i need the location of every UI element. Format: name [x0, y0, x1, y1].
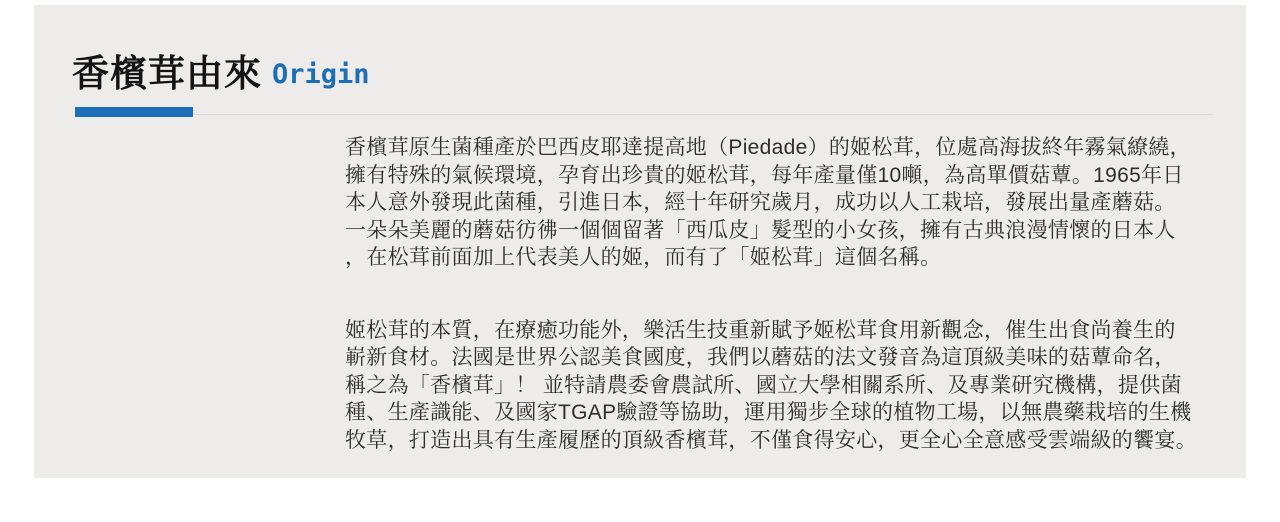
paragraph-line: 牧草，打造出具有生產履歷的頂級香檳茸，不僅食得安心，更全心全意感受雲端級的饗宴。 — [345, 428, 1197, 452]
paragraph-line: 種、生產識能、及國家TGAP驗證等協助，運用獨步全球的植物工場，以無農藥栽培的生機 — [345, 401, 1192, 424]
accent-underline-bar — [75, 107, 193, 117]
origin-paragraph-1 — [345, 134, 1230, 272]
section-title-zh: 香檳茸由來 — [72, 53, 262, 94]
section-title-en: Origin — [272, 59, 370, 90]
paragraph-line: 本人意外發現此菌種，引進日本，經十年研究歲月，成功以人工栽培，發展出量產蘑菇。 — [345, 191, 1176, 214]
paragraph-line: ，在松茸前面加上代表美人的姬，而有了「姬松茸」這個名稱。 — [345, 246, 942, 269]
paragraph-line: 擁有特殊的氣候環境，孕育出珍貴的姬松茸，每年產量僅10噸，為高單價菇蕈。1965年日 — [345, 163, 1184, 187]
origin-paragraph-2 — [345, 317, 1230, 455]
heading-divider — [75, 107, 1213, 118]
paragraph-line: 香檳茸原生菌種產於巴西皮耶達提高地（Piedade）的姬松茸，位處高海拔終年霧氣繚繞， — [345, 136, 1191, 159]
paragraph-line: 嶄新食材。法國是世界公認美食國度，我們以蘑菇的法文發音為這頂級美味的菇蕈命名， — [345, 346, 1176, 369]
paragraph-line: 一朵朵美麗的蘑菇彷彿一個個留著「西瓜皮」髮型的小女孩，擁有古典浪漫情懷的日本人 — [345, 218, 1176, 242]
origin-description — [345, 134, 1230, 454]
divider-line — [193, 114, 1213, 115]
origin-section-panel — [34, 5, 1246, 478]
paragraph-line: 稱之為「香檳茸」！ 並特請農委會農試所、國立大學相關系所、及專業研究機構，提供菌 — [345, 373, 1182, 397]
section-heading — [72, 52, 370, 97]
paragraph-line: 姬松茸的本質，在療癒功能外，樂活生技重新賦予姬松茸食用新觀念，催生出食尚養生的 — [345, 318, 1176, 342]
